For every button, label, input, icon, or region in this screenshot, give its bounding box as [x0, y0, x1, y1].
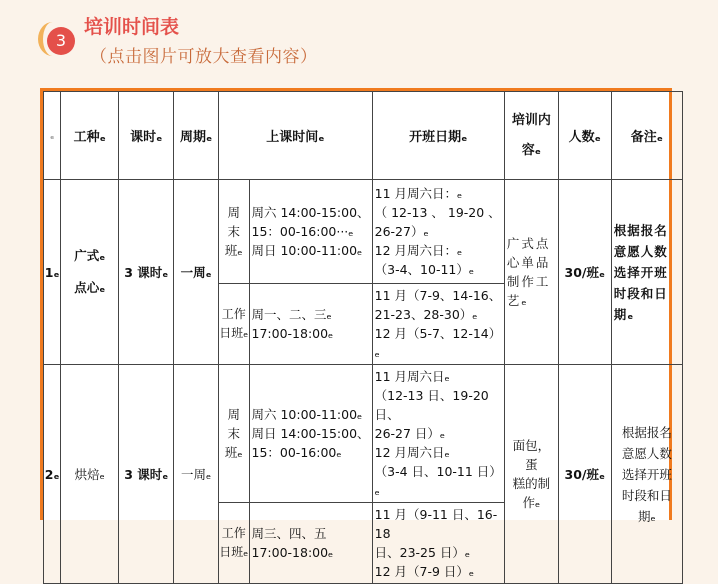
header-note: 备注ₑ [611, 92, 682, 180]
weekend-label: 周 末 班ₑ [218, 365, 249, 503]
row-content: 广式点 心单品 制作工 艺ₑ [504, 180, 558, 365]
header-start-date: 开班日期ₑ [372, 92, 504, 180]
weekday-dates: 11 月（9-11 日、16-18 日、23-25 日）ₑ 12 月（7-9 日）ₑ [372, 503, 504, 584]
row-hours: 3 课时ₑ [119, 180, 174, 365]
table-row [44, 365, 683, 503]
weekend-dates: 11 月周六日ₑ （12-13 日、19-20 日、 26-27 日）ₑ 12 月周六日ₑ （3-4 日、10-11 日）ₑ [372, 365, 504, 503]
row-count: 30/班ₑ [558, 365, 611, 584]
header-count: 人数ₑ [558, 92, 611, 180]
weekend-label: 周 末 班ₑ [218, 180, 249, 284]
corner-cell: ₑ [44, 92, 61, 180]
row-number: 1ₑ [44, 180, 61, 365]
row-hours: 3 课时ₑ [119, 365, 174, 584]
weekend-time: 周六 14:00-15:00、 15：00-16:00···ₑ 周日 10:00-11:00ₑ [249, 180, 372, 284]
weekday-label: 工作 日班ₑ [218, 503, 249, 584]
weekday-time: 周一、二、三ₑ 17:00-18:00ₑ [249, 284, 372, 365]
section-subtitle: （点击图片可放大查看内容） [90, 47, 318, 67]
row-note: 根据报名 意愿人数 选择开班 时段和日 期ₑ [611, 180, 682, 365]
header-content: 培训内 容ₑ [504, 92, 558, 180]
row-number: 2ₑ [44, 365, 61, 584]
row-content: 面包，蛋 糕的制 作ₑ [504, 365, 558, 584]
header-class-time: 上课时间ₑ [218, 92, 372, 180]
weekend-time: 周六 10:00-11:00ₑ 周日 14:00-15:00、 15：00-16:00ₑ [249, 365, 372, 503]
weekend-dates: 11 月周六日：ₑ （ 12-13 、 19-20 、 26-27）ₑ 12 月周六日：ₑ （3-4、10-11）ₑ [372, 180, 504, 284]
header-period: 周期ₑ [174, 92, 219, 180]
row-type: 烘焙ₑ [61, 365, 119, 584]
row-period: 一周ₑ [174, 180, 219, 365]
schedule-image[interactable] [40, 88, 672, 579]
header-type: 工种ₑ [61, 92, 119, 180]
section-header [0, 0, 718, 84]
row-note: 根据报名 意愿人数 选择开班 时段和日 期ₑ [611, 365, 682, 584]
table-row [44, 180, 683, 284]
row-type: 广式ₑ 点心ₑ [61, 180, 119, 365]
header-hours: 课时ₑ [119, 92, 174, 180]
section-number-badge: 3 [47, 27, 75, 55]
header-row [44, 92, 683, 180]
weekday-label: 工作 日班ₑ [218, 284, 249, 365]
section-title: 培训时间表 [84, 16, 180, 38]
weekday-dates: 11 月（7-9、14-16、 21-23、28-30）ₑ 12 月（5-7、12-14）ₑ [372, 284, 504, 365]
row-count: 30/班ₑ [558, 180, 611, 365]
row-period: 一周ₑ [174, 365, 219, 584]
weekday-time: 周三、四、五 17:00-18:00ₑ [249, 503, 372, 584]
schedule-table [43, 91, 683, 584]
